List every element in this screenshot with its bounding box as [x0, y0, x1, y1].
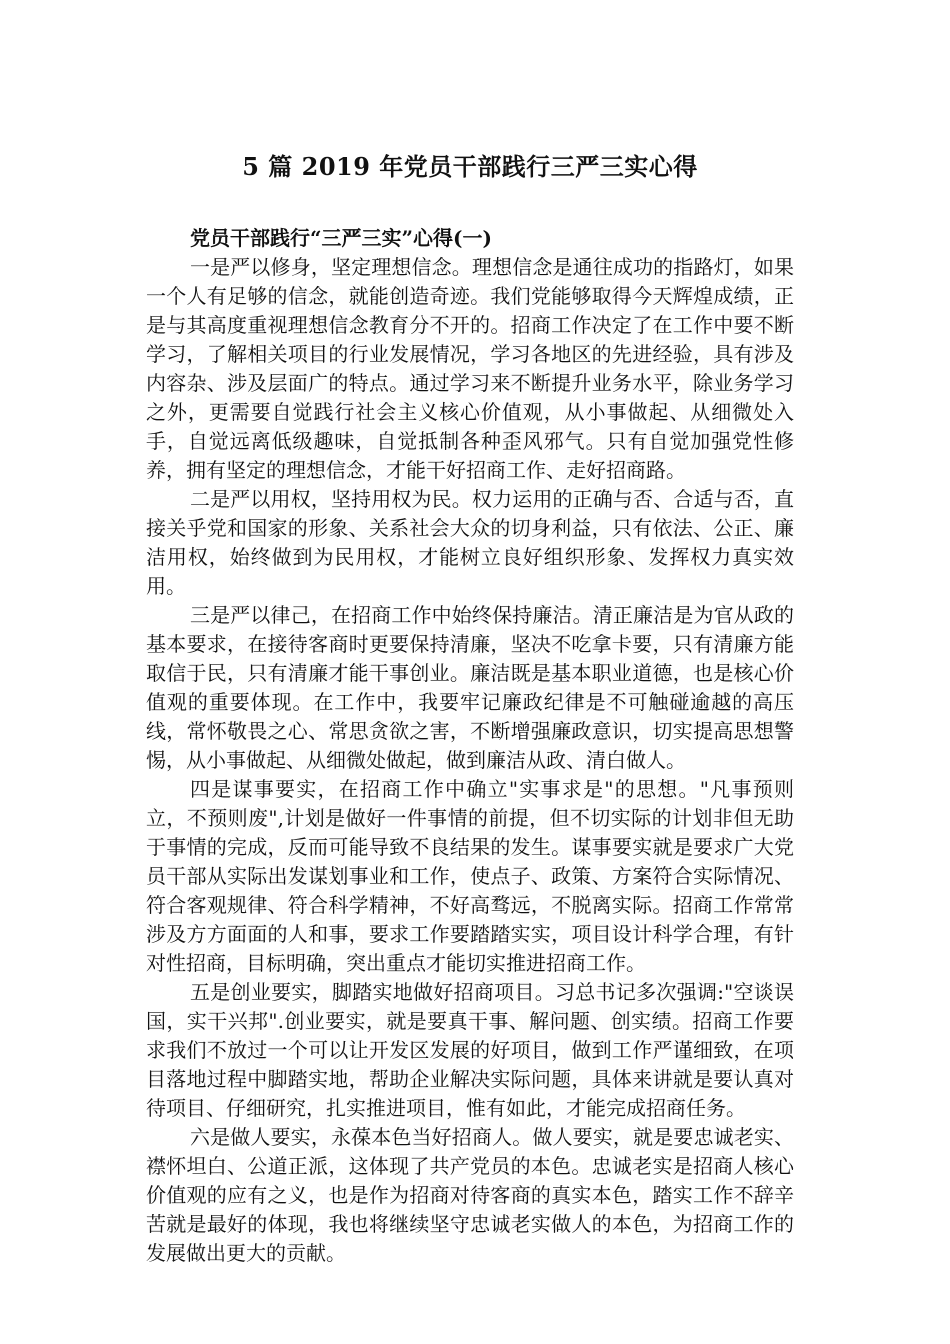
paragraph-6: 六是做人要实，永葆本色当好招商人。做人要实，就是要忠诚老实、襟怀坦白、公道正派，这体现了共产党员的本色。忠诚老实是招商人核心价值观的应有之义，也是作为招商对待客商的真实本色，踏实工作不辞辛苦就是最好的体现，我也将继续坚守忠诚老实做人的本色，为招商工作的发展做出更大的贡献。 — [146, 1125, 794, 1265]
document-page — [146, 0, 794, 1268]
document-title: 5 篇 2019 年党员干部践行三严三实心得 — [242, 152, 698, 181]
paragraph-1: 一是严以修身，坚定理想信念。理想信念是通往成功的指路灯，如果一个人有足够的信念，就能创造奇迹。我们党能够取得今天辉煌成绩，正是与其高度重视理想信念教育分不开的。招商工作决定了在工作中要不断学习，了解相关项目的行业发展情况，学习各地区的先进经验，具有涉及内容杂、涉及层面广的特点。通过学习来不断提升业务水平，除业务学习之外，更需要自觉践行社会主义核心价值观，从小事做起、从细微处入手，自觉远离低级趣味，自觉抵制各种歪风邪气。只有自觉加强党性修养，拥有坚定的理想信念，才能干好招商工作、走好招商路。 — [146, 255, 794, 482]
paragraph-5: 五是创业要实，脚踏实地做好招商项目。习总书记多次强调:"空谈误国，实干兴邦".创业要实，就是要真干事、解问题、创实绩。招商工作要求我们不放过一个可以让开发区发展的好项目，做到工作严谨细致，在项目落地过程中脚踏实地，帮助企业解决实际问题，具体来讲就是要认真对待项目、仔细研究，扎实推进项目，惟有如此，才能完成招商任务。 — [146, 980, 794, 1120]
paragraph-3: 三是严以律己，在招商工作中始终保持廉洁。清正廉洁是为官从政的基本要求，在接待客商时更要保持清廉，坚决不吃拿卡要，只有清廉方能取信于民，只有清廉才能干事创业。廉洁既是基本职业道德，也是核心价值观的重要体现。在工作中，我要牢记廉政纪律是不可触碰逾越的高压线，常怀敬畏之心、常思贪欲之害，不断增强廉政意识，切实提高思想警惕，从小事做起、从细微处做起，做到廉洁从政、清白做人。 — [146, 603, 794, 772]
paragraph-2: 二是严以用权，坚持用权为民。权力运用的正确与否、合适与否，直接关乎党和国家的形象、关系社会大众的切身利益，只有依法、公正、廉洁用权，始终做到为民用权，才能树立良好组织形象、发挥权力真实效用。 — [146, 487, 794, 598]
paragraph-4: 四是谋事要实，在招商工作中确立"实事求是"的思想。"凡事预则立，不预则废",计划是做好一件事情的前提，但不切实际的计划非但无助于事情的完成，反而可能导致不良结果的发生。谋事要实就是要求广大党员干部从实际出发谋划事业和工作，使点子、政策、方案符合实际情况、符合客观规律、符合科学精神，不好高骛远，不脱离实际。招商工作常常涉及方方面面的人和事，要求工作要踏踏实实，项目设计科学合理，有针对性招商，目标明确，突出重点才能切实推进招商工作。 — [146, 777, 794, 975]
section-heading: 党员干部践行“三严三实”心得(一) — [190, 226, 492, 250]
